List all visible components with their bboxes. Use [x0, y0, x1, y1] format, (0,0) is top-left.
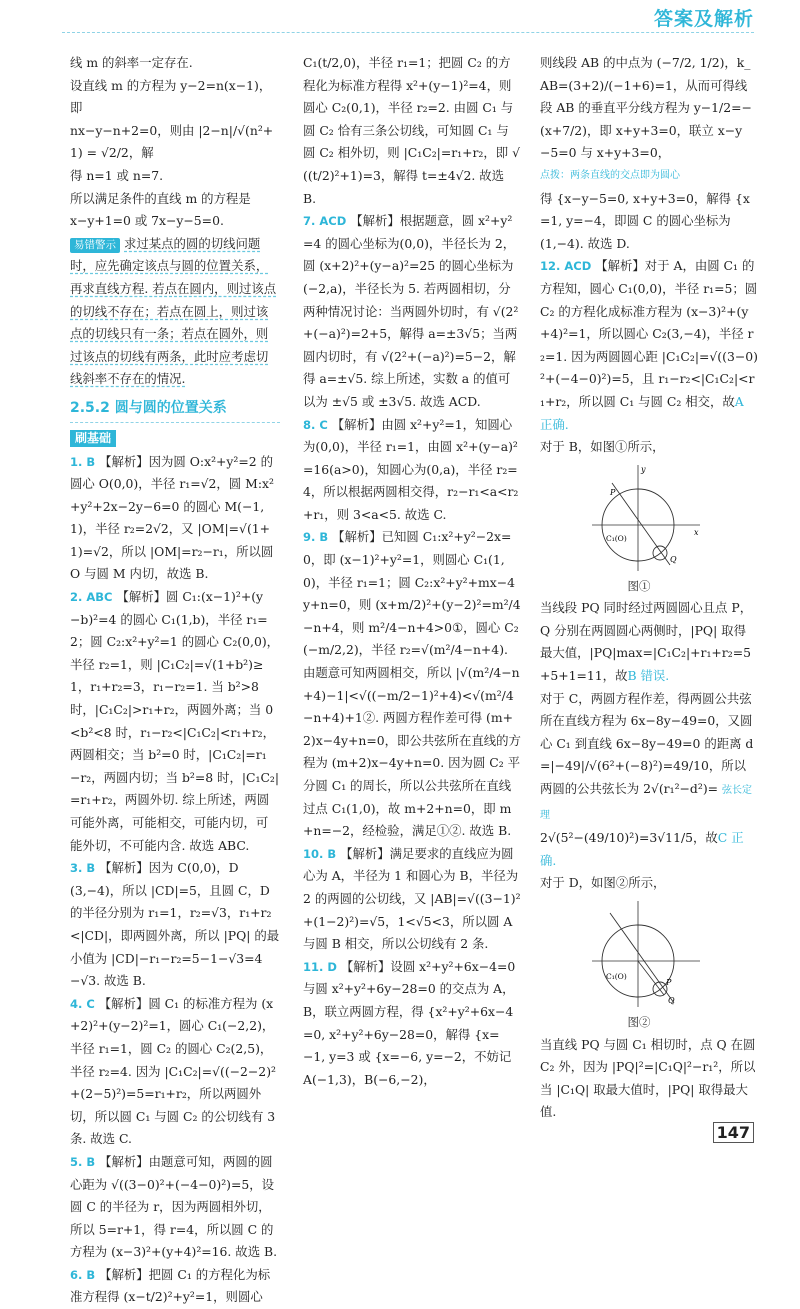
- answer-label: 6. B: [70, 1267, 96, 1282]
- tangent-line: [610, 913, 674, 1003]
- text-line: 得 n=1 或 n=7.: [70, 167, 164, 183]
- header: [0, 0, 800, 30]
- section-title: 2.5.2 圆与圆的位置关系: [70, 397, 280, 423]
- label-p: P: [666, 978, 672, 987]
- verdict-correct: A 正确.: [540, 393, 744, 432]
- label-y: y: [641, 464, 646, 474]
- answer-item: [540, 597, 758, 687]
- answer-item: [303, 843, 521, 956]
- verdict-correct: C 正确.: [540, 830, 744, 868]
- figure-1-caption: 图①: [627, 578, 651, 593]
- answer-label: 2. ABC: [70, 590, 113, 605]
- answer-item: [70, 993, 280, 1151]
- answer-text: 【解析】对于 A，由圆 C₁ 的方程知，圆心 C₁(0,0)，半径 r₁=5；圆 C₂ 的方程化成标准方程为 (x−3)²+(y+4)²=1，所以圆心 C₂(3,−4)，半径 r₂=1. 因为两圆圆心距 |C₁C₂|=√((3−0)²+(−4−0)²)=5，且 r₁−r₂<|C₁C₂|<r₁+r₂，所以圆 C₁ 与圆 C₂ 相交，故: [540, 258, 758, 409]
- answer-text: 对于 C，两圆方程作差，得两圆公共弦所在直线方程为 6x−8y−49=0，又圆心 C₁ 到直线 6x−8y−49=0 的距离 d=|−49|/√(6²+(−8)²)=49/10，所以两圆的公共弦长为 2√(r₁²−d²)=: [540, 690, 754, 797]
- answer-label: 4. C: [70, 996, 95, 1011]
- page-header-title: 答案及解析: [653, 8, 754, 30]
- text-line: 线 m 的斜率一定存在.: [70, 55, 193, 70]
- column-1: [70, 52, 280, 1309]
- label-x: x: [694, 527, 699, 537]
- answer-text: 【解析】因为圆 O:x²+y²=2 的圆心 O(0,0)，半径 r₁=√2，圆 M:x²+y²+2x−2y−6=0 的圆心 M(−1,1)，半径 r₂=2√2，又 |OM|=√(1+1)=√2，所以 |OM|=r₂−r₁，所以圆 O 与圆 M 内切，故选 B.: [70, 453, 274, 582]
- label-c1o: C₁(O): [606, 972, 627, 981]
- answer-label: 9. B: [303, 530, 329, 545]
- basic-badge: 刷基础: [70, 430, 116, 447]
- answer-label: 3. B: [70, 861, 96, 876]
- answer-item: [303, 210, 521, 413]
- answer-item: [70, 1151, 280, 1264]
- figure-1-diagram: [592, 463, 702, 573]
- answer-item: [540, 827, 758, 872]
- text-line: x−y+1=0 或 7x−y−5=0.: [70, 213, 224, 229]
- answer-text: 【解析】由题意可知，两圆的圆心距为 √((3−0)²+(−4−0)²)=5，设圆 C 的半径为 r，因为两圆相外切，所以 5=r+1，得 r=4，所以圆 C 的方程为 (x−3)²+(y+4)²=16. 故选 B.: [70, 1153, 278, 1260]
- answer-label: 7. ACD: [303, 214, 347, 229]
- tip-block: [70, 233, 280, 391]
- text-line: 对于 D，如图②所示，: [540, 875, 666, 891]
- answer-text: 【解析】因为 C(0,0)，D(3,−4)，所以 |CD|=5，且圆 C，D 的半径分别为 r₁=1，r₂=√3，r₁+r₂<|CD|，即两圆外离，所以 |PQ| 的最小值为 |CD|−r₁−r₂=5−1−√3=4−√3. 故选 B.: [70, 860, 280, 989]
- verdict-wrong: B 错误.: [627, 668, 670, 684]
- tip-badge: 易错警示: [70, 238, 120, 253]
- answer-text: 【解析】设圆 x²+y²+6x−4=0 与圆 x²+y²+6y−28=0 的交点为 A，B，联立两圆方程，得 {x²+y²+6x−4=0, x²+y²+6y−28=0，解得 {x=−1, y=3 或 {x=−6, y=−2，不妨记 A(−1,3)，B(−6,−2)，: [303, 958, 516, 1087]
- line-pq: [612, 483, 670, 565]
- text-line: 所以满足条件的直线 m 的方程是: [70, 190, 251, 206]
- answer-text: 2√(5²−(49/10)²)=3√11/5，故: [540, 830, 718, 846]
- segment-c1q: [638, 961, 664, 995]
- answer-text: 【解析】已知圆 C₁:x²+y²−2x=0，即 (x−1)²+y²=1，则圆心 C₁(1,0)，半径 r₁=1；圆 C₂:x²+y²+mx−4y+n=0，则 (x+m/2)²+(y−2)²=m²/4−n+4，则 m²/4−n+4>0①，圆心 C₂(−m/2,2)，半径 r₂=√(m²/4−n+4). 由题意可知两圆相交，所以 |√(m²/4−n+4)−1|<√((−m/2−1)²+4)<√(m²/4−n+4)+1②. 两圆方程作差可得 (m+2)x−4y+n=0，即公共弦所在直线的方程为 (m+2)x−4y+n=0. 因为圆 C₂ 平分圆 C₁ 的周长，所以公共弦所在直线过点 C₁(1,0)，故 m+2+n=0，即 m+n=−2，经检验，满足①②. 故选 B.: [303, 529, 521, 839]
- answer-text: 【解析】圆 C₁ 的标准方程为 (x+2)²+(y−2)²=1，圆心 C₁(−2,2)，半径 r₁=1，圆 C₂ 的圆心 C₂(2,5)，半径 r₂=4. 因为 |C₁C₂|=√((−2−2)²+(2−5)²)=5=r₁+r₂，所以两圆外切，所以圆 C₁ 与圆 C₂ 的公切线有 3 条. 故选 C.: [70, 995, 276, 1147]
- answer-item: [70, 586, 280, 857]
- answer-text: 【解析】根据题意，圆 x²+y²=4 的圆心坐标为(0,0)，半径长为 2，圆 (x+2)²+(y−a)²=25 的圆心坐标为(−2,a)，半径长为 5. 若两圆相切，分两种情况讨论：当两圆外切时，有 √(2²+(−a)²)=2+5，解得 a=±3√5；当两圆内切时，有 √(2²+(−a)²)=5−2，解得 a=±√5. 综上所述，实数 a 的值可以为 ±√5 或 ±3√5. 故选 ACD.: [303, 213, 519, 409]
- text-line: 对于 B，如图①所示，: [540, 439, 665, 455]
- answer-item: [70, 451, 280, 587]
- figure-2-diagram: [592, 899, 702, 1009]
- hint-note: 点拨：两条直线的交点即为圆心: [540, 169, 680, 181]
- answer-label: 1. B: [70, 454, 96, 469]
- answer-item: [303, 52, 521, 210]
- hint-note: 弦长定理: [540, 785, 752, 821]
- answer-label: 10. B: [303, 846, 337, 861]
- text-block: 则线段 AB 的中点为 (−7/2, 1/2)，k_AB=(3+2)/(−1+6)=1，从而可得线段 AB 的垂直平分线方程为 y−1/2=−(x+7/2)，即 x+y+3=0，联立 x−y−5=0 与 x+y+3=0，: [540, 55, 752, 161]
- label-c1o: C₁(O): [606, 533, 627, 543]
- answer-item: [70, 1264, 280, 1309]
- answer-label: 11. D: [303, 959, 337, 974]
- answer-label: 5. B: [70, 1154, 96, 1169]
- label-q: Q: [670, 554, 677, 564]
- answer-item: [540, 688, 758, 828]
- text-block: 得 {x−y−5=0, x+y+3=0，解得 {x=1, y=−4，即圆 C 的圆心坐标为 (1,−4). 故选 D.: [540, 190, 750, 251]
- answer-text: 【解析】圆 C₁:(x−1)²+(y−b)²=4 的圆心 C₁(1,b)，半径 r₁=2；圆 C₂:x²+y²=1 的圆心 C₂(0,0)，半径 r₂=1，则 |C₁C₂|=√(1+b²)≥1，r₁+r₂=3，r₁−r₂=1. 当 b²>8 时，|C₁C₂|>r₁+r₂，两圆外离；当 0<b²<8 时，r₁−r₂<|C₁C₂|<r₁+r₂，两圆相交；当 b²=0 时，|C₁C₂|=r₁−r₂，两圆内切；当 b²=8 时，|C₁C₂|=r₁+r₂，两圆外切. 综上所述，两圆可能外离，可能相交，可能内切，可能外切，不可能内含. 故选 ABC.: [70, 589, 280, 853]
- answer-text: 【解析】由圆 x²+y²=1，知圆心为(0,0)，半径 r₁=1，由圆 x²+(y−a)²=16(a>0)，知圆心为(0,a)，半径 r₂=4，所以根据两圆相交得，r₂−r₁<a<r₂+r₁，则 3<a<5. 故选 C.: [303, 416, 519, 522]
- answer-text: 当线段 PQ 同时经过两圆圆心且点 P，Q 分别在两圆圆心两侧时，|PQ| 取得最大值，|PQ|max=|C₁C₂|+r₁+r₂=5+5+1=11，故: [540, 600, 753, 684]
- text-line: 设直线 m 的方程为 y−2=n(x−1)，即: [70, 77, 272, 116]
- label-p: P: [610, 487, 616, 497]
- answer-text: 【解析】满足要求的直线应为圆心为 A，半径为 1 和圆心为 B，半径为 2 的两圆的公切线，又 |AB|=√((3−1)²+(1−2)²)=√5，1<√5<3，所以圆 A 与圆 B 相交，所以公切线有 2 条.: [303, 845, 521, 952]
- page-number: 147: [713, 1122, 754, 1143]
- text-line: nx−y−n+2=0，则由 |2−n|/√(n²+1) = √2/2，解: [70, 122, 274, 161]
- answer-text: C₁(t/2,0)，半径 r₁=1；把圆 C₂ 的方程化为标准方程得 x²+(y−1)²=4，则圆心 C₂(0,1)，半径 r₂=2. 由圆 C₁ 与圆 C₂ 恰有三条公切线，可知圆 C₁ 与圆 C₂ 相外切，则 |C₁C₂|=r₁+r₂，即 √((t/2)²+1)=3，解得 t=±4√2. 故选 B.: [303, 55, 521, 206]
- header-divider: [62, 32, 754, 33]
- answer-text: 【解析】把圆 C₁ 的方程化为标准方程得 (x−t/2)²+y²=1，则圆心: [70, 1266, 271, 1305]
- answer-item: [70, 857, 280, 993]
- answer-label: 8. C: [303, 417, 328, 432]
- tip-text: 求过某点的圆的切线问题时，应先确定该点与圆的位置关系，再求直线方程. 若点在圆内，则过该点的切线不存在；若点在圆上，则过该点的切线只有一条；若点在圆外，则过该点的切线有两条，此时应考虑切线斜率不存在的情况.: [70, 235, 277, 387]
- answer-label: 12. ACD: [540, 259, 592, 274]
- label-q: Q: [668, 996, 675, 1005]
- answer-item: [303, 956, 521, 1092]
- figure-2-caption: 图②: [627, 1015, 651, 1029]
- column-2: [303, 52, 521, 1091]
- answer-item: [303, 414, 521, 527]
- answer-item: 当直线 PQ 与圆 C₁ 相切时，点 Q 在圆 C₂ 外，因为 |PQ|²=|C₁Q|²−r₁²，所以当 |C₁Q| 取最大值时，|PQ| 取得最大值.: [540, 1036, 756, 1120]
- answer-item: [303, 526, 521, 842]
- answer-item: [540, 255, 758, 436]
- column-3: [540, 52, 758, 1124]
